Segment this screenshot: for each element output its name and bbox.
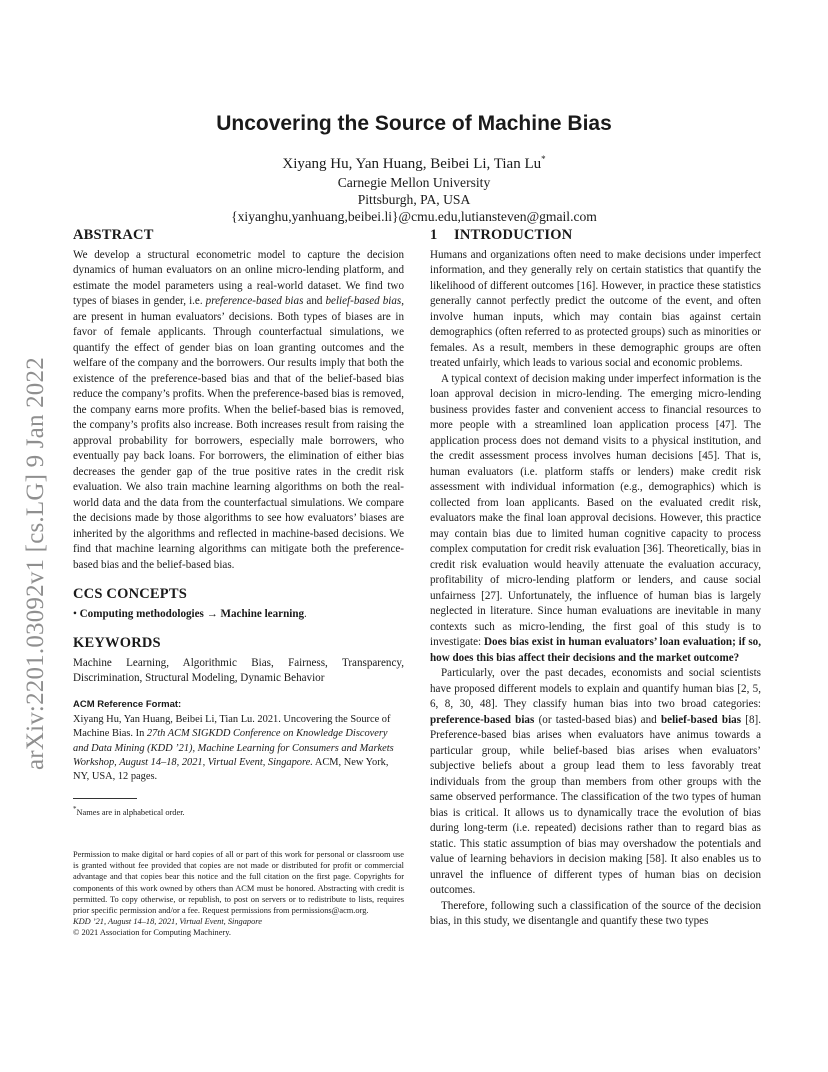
permission-copyright: © 2021 Association for Computing Machinery. [73, 928, 231, 938]
author-email: {xiyanghu,yanhuang,beibei.li}@cmu.edu,lutiansteven@gmail.com [231, 209, 597, 224]
ccs-end: . [304, 607, 307, 620]
permission-venue: KDD ’21, August 14–18, 2021, Virtual Event, Singapore [73, 917, 262, 927]
author-block [0, 150, 828, 225]
intro-heading-text: INTRODUCTION [454, 227, 573, 243]
permission-text: Permission to make digital or hard copies of all or part of this work for personal or classroom use is granted without fee provided that copies are not made or distributed for profit or commercial advantage and that copies bear this notice and the full citation on the first page. Copyrights for components of this work owned by others than ACM must be honored. Abstracting with credit is permitted. To copy otherwise, or republish, to post on servers or to redistribute to lists, requires prior specific permission and/or a fee. Request permissions from permissions@acm.org. [73, 850, 404, 916]
research-question-1: Does bias exist in human evaluators’ loan evaluation; if so, how does this bias affect their decisions and the market outcome? [430, 636, 761, 664]
author-location: Pittsburgh, PA, USA [357, 192, 471, 207]
footnote-mark: * [73, 805, 77, 814]
intro-term-preference: preference-based bias [430, 713, 535, 726]
acm-reference-text [73, 713, 404, 784]
author-footnote-mark: * [541, 154, 546, 164]
arxiv-identifier: arXiv:2201.03092v1 [cs.LG] 9 Jan 2022 [22, 357, 49, 770]
left-column [73, 228, 404, 818]
author-footnote [73, 804, 404, 818]
acm-ref-part-2: ACM, New York, NY, USA, 12 pages. [73, 756, 389, 783]
intro-paragraph-3 [430, 666, 761, 899]
abstract-em-preference: preference-based bias [205, 295, 304, 307]
author-affiliation: Carnegie Mellon University [337, 175, 491, 190]
intro-p3-part-3: [8]. Preference-based bias arises when evaluators have animus towards a particular group, while belief-based bias arises when evaluators’ subjective beliefs about a group lead them to less favorably treat individuals from the group than members from other groups with the same observed performance. The classification of the two types of human bias is critical. It allows us to dynamically trace the evolution of bias during long-term (i.e. repeated) decisions rather than to regard bias as static. This static assumption of bias may overshadow the potentials and value of learning behaviors in decision making [58]. It also enables us to unravel the influence of different types of human bias on decision outcomes. [430, 713, 762, 896]
intro-paragraph-2 [430, 372, 761, 667]
footnote-rule [73, 798, 137, 799]
intro-p2-text: A typical context of decision making under imperfect information is the loan approval decision in micro-lending. The emerging micro-lending business provides faster and convenient access to financial resources to more people with a streamlined loan application process [47]. The application process does not demand visits to a physical institution, and the credit assessment process involves human decisions [45]. That is, human evaluators (i.e. platform staffs or lenders) make credit risk assessment with individual information (e.g., demographics) which is collected from loan applicants. Based on the evaluated credit risk, evaluators make the final loan approval decisions. However, this practice may contain bias due to limited human cognitive capacity to process complex computation for credit risk evaluation [36]. Theoretically, bias in credit risk evaluation would heavily attenuate the evaluation accuracy, profitability of micro-lending platform or lenders, and cause social unfairness [27]. Unfortunately, the influence of human bias is largely neglected in literature. Since human evaluations are inevitable in many contexts such as micro-lending, the first goal of this study is to investigate: [430, 372, 761, 648]
keywords-text: Machine Learning, Algorithmic Bias, Fairness, Transparency, Discrimination, Structural Modeling, Dynamic Behavior [73, 656, 404, 684]
permission-block [73, 849, 404, 939]
author-list: Xiyang Hu, Yan Huang, Beibei Li, Tian Lu [282, 156, 542, 172]
right-column [430, 228, 761, 930]
abstract-part-1: We develop a structural econometric model to capture the decision dynamics of human evaluators on an online micro-lending platform, and estimate the model parameters using a real-world dataset. We find two types of biases in gender, i.e. [73, 248, 404, 307]
acm-reference-heading: ACM Reference Format: [73, 698, 182, 710]
abstract-part-3: , are present in human evaluators’ decisions. Both types of biases are in favor of female applicants. Through counterfactual simulations, we quantify the effect of gender bias on loan granting outcomes and the welfare of the company and the borrowers. Our results imply that both the existence of the preference-based bias and that of the belief-based bias reduce the company’s profits. When the preference-based bias is removed, the company earns more profits. When the belief-based bias is removed, the company’s profits also increase. Both increases result from raising the approval probability for borrowers, especially male borrowers, who eventually pay back loans. For borrowers, the elimination of either bias decreases the gender gap of the true positive rates in the credit risk evaluation. We also train machine learning algorithms on both the real-world data and the data from the counterfactual simulations. We compare the decisions made by those algorithms to see how evaluators’ biases are inherited by the algorithms and reflected in machine-based decisions. We find that machine learning algorithms can mitigate both the preference-based bias and the belief-based bias. [73, 295, 405, 571]
ccs-concepts [73, 607, 404, 623]
author-names [0, 150, 828, 174]
paper-title: Uncovering the Source of Machine Bias [216, 112, 612, 135]
acm-ref-part-1: Xiyang Hu, Yan Huang, Beibei Li, Tian Lu. 2021. Uncovering the Source of Machine Bias. In [73, 714, 391, 740]
intro-section-number: 1 [430, 227, 438, 243]
intro-p3-part-2: (or tasted-based bias) and [534, 713, 661, 726]
intro-paragraph-4: Therefore, following such a classification of the source of the decision bias, in this study, we disentangle and quantify these two types [430, 899, 761, 927]
ccs-heading: CCS CONCEPTS [73, 586, 187, 602]
intro-p3-part-1: Particularly, over the past decades, economists and social scientists have proposed different models to explain and quantify human bias [2, 5, 6, 8, 30, 48]. They classify human bias into two broad categories: [430, 667, 761, 710]
abstract-text [73, 248, 404, 574]
ccs-item-computing: Computing methodologies [79, 607, 204, 620]
ccs-arrow: → [206, 607, 218, 620]
ccs-item-ml: Machine learning [220, 607, 305, 620]
abstract-em-belief: belief-based bias [325, 295, 402, 307]
ccs-bullet: • [73, 607, 77, 620]
footnote-text: Names are in alphabetical order. [76, 808, 185, 818]
abstract-heading: ABSTRACT [73, 227, 154, 243]
intro-paragraph-1: Humans and organizations often need to make decisions under imperfect information, and they generally rely on certain statistics that quantify the likelihood of different outcomes [16]. However, in practice these statistics generally cannot perfectly predict the outcome of the event, and often involve human inputs, which may contain bias against certain demographics (often referred to as protected groups) such as minorities or females. As a result, members in these demographic groups are often treated unfairly, which leads to various social and economic problems. [430, 248, 761, 369]
intro-heading [430, 228, 761, 244]
intro-term-belief: belief-based bias [660, 713, 742, 726]
keywords-heading: KEYWORDS [73, 635, 161, 651]
acm-ref-venue: 27th ACM SIGKDD Conference on Knowledge Discovery and Data Mining (KDD ’21), Machine Learning for Consumers and Markets Workshop, August 14–18, 2021, Virtual Event, Singapore. [73, 728, 394, 768]
abstract-part-2: and [303, 295, 326, 307]
